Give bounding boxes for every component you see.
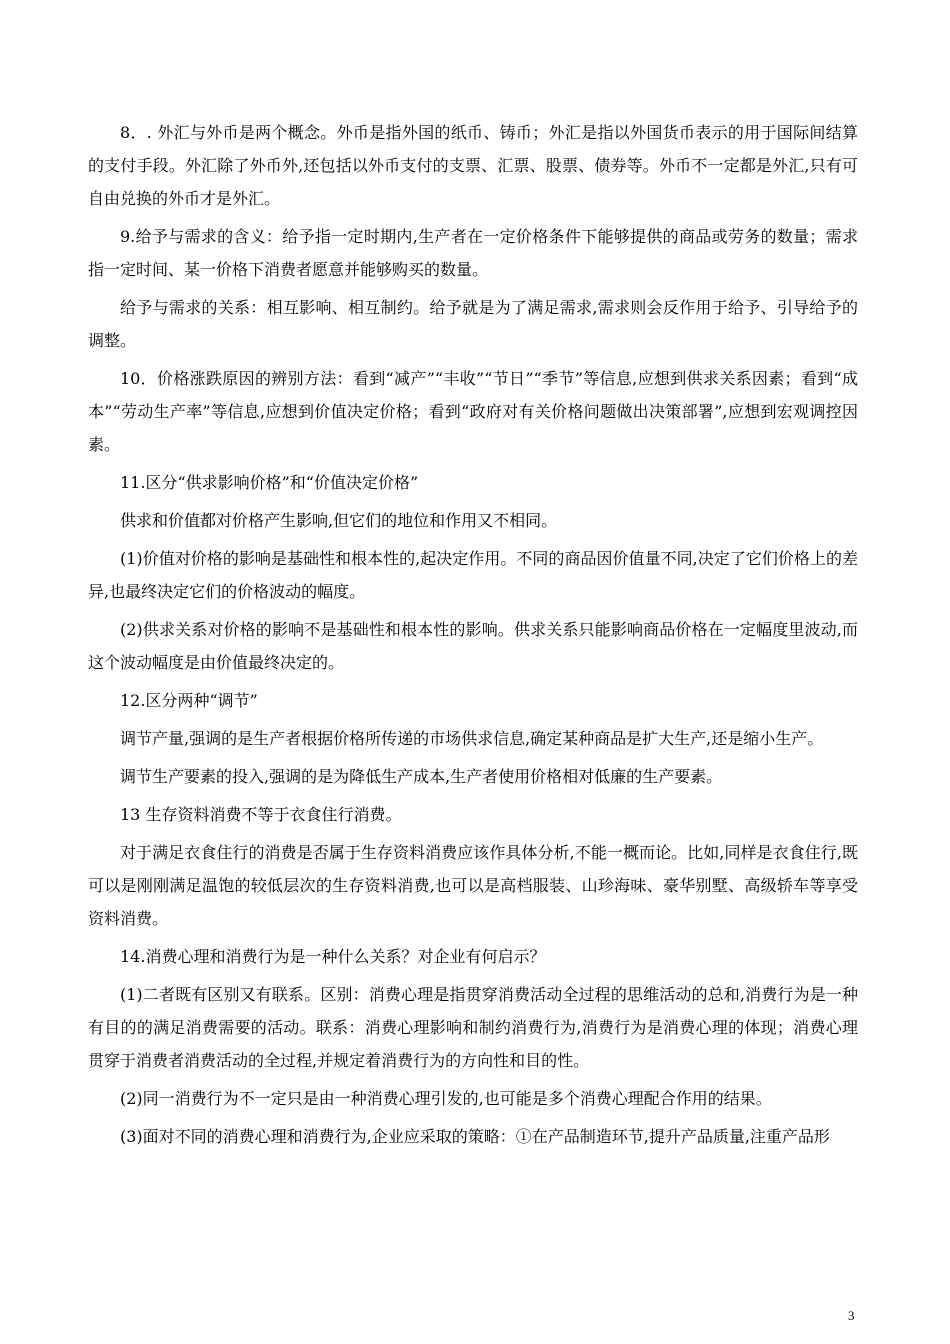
paragraph-12-adjust-output: 调节产量,强调的是生产者根据价格所传递的市场供求信息,确定某种商品是扩大生产,还是缩小生产。 <box>120 729 824 748</box>
heading-11-supply-vs-value: 11.区分“供求影响价格”和“价值决定价格” <box>120 473 419 492</box>
paragraph-10-price-change-causes: 10．价格涨跌原因的辨别方法：看到“减产”“丰收”“节日”“季节”等信息,应想到供求关系因素；看到“成本”“劳动生产率”等信息,应想到价值决定价格；看到“政府对有关价格问题做出决策部署”,应想到宏观调控因素。 <box>88 369 858 454</box>
paragraph-11-intro: 供求和价值都对价格产生影响,但它们的地位和作用又不相同。 <box>120 511 558 530</box>
paragraph-11-point-2: (2)供求关系对价格的影响不是基础性和根本性的影响。供求关系只能影响商品价格在一定幅度里波动,而这个波动幅度是由价值最终决定的。 <box>88 620 858 672</box>
page-content <box>88 116 858 1158</box>
heading-14-psychology-behavior: 14.消费心理和消费行为是一种什么关系？对企业有何启示？ <box>120 947 546 966</box>
paragraph-14-point-2: (2)同一消费行为不一定只是由一种消费心理引发的,也可能是多个消费心理配合作用的结果。 <box>120 1089 772 1108</box>
paragraph-9-supply-demand-meaning: 9.给予与需求的含义：给予指一定时期内,生产者在一定价格条件下能够提供的商品或劳务的数量；需求指一定时间、某一价格下消费者愿意并能够购买的数量。 <box>88 227 858 279</box>
paragraph-9-supply-demand-relation: 给予与需求的关系：相互影响、相互制约。给予就是为了满足需求,需求则会反作用于给予、引导给予的调整。 <box>88 298 858 350</box>
heading-13-subsistence-consumption: 13 生存资料消费不等于衣食住行消费。 <box>120 805 402 824</box>
paragraph-14-point-1: (1)二者既有区别又有联系。区别：消费心理是指贯穿消费活动全过程的思维活动的总和,消费行为是一种有目的的满足消费需要的活动。联系：消费心理影响和制约消费行为,消费行为是消费心理的体现；消费心理贯穿于消费者消费活动的全过程,并规定着消费行为的方向性和目的性。 <box>88 985 858 1070</box>
heading-12-two-adjustments: 12.区分两种“调节” <box>120 691 258 710</box>
paragraph-8-foreign-exchange: 8．. 外汇与外币是两个概念。外币是指外国的纸币、铸币；外汇是指以外国货币表示的用于国际间结算的支付手段。外汇除了外币外,还包括以外币支付的支票、汇票、股票、债券等。外币不一定都是外汇,只有可自由兑换的外币才是外汇。 <box>88 123 858 208</box>
page-number: 3 <box>848 1308 855 1323</box>
paragraph-13-explanation: 对于满足衣食住行的消费是否属于生存资料消费应该作具体分析,不能一概而论。比如,同样是衣食住行,既可以是刚刚满足温饱的较低层次的生存资料消费,也可以是高档服装、山珍海味、豪华别墅、高级轿车等享受资料消费。 <box>88 843 858 928</box>
paragraph-14-point-3: (3)面对不同的消费心理和消费行为,企业应采取的策略：①在产品制造环节,提升产品质量,注重产品形 <box>120 1127 830 1146</box>
paragraph-12-adjust-inputs: 调节生产要素的投入,强调的是为降低生产成本,生产者使用价格相对低廉的生产要素。 <box>120 767 723 786</box>
paragraph-11-point-1: (1)价值对价格的影响是基础性和根本性的,起决定作用。不同的商品因价值量不同,决定了它们价格上的差异,也最终决定它们的价格波动的幅度。 <box>88 549 858 601</box>
